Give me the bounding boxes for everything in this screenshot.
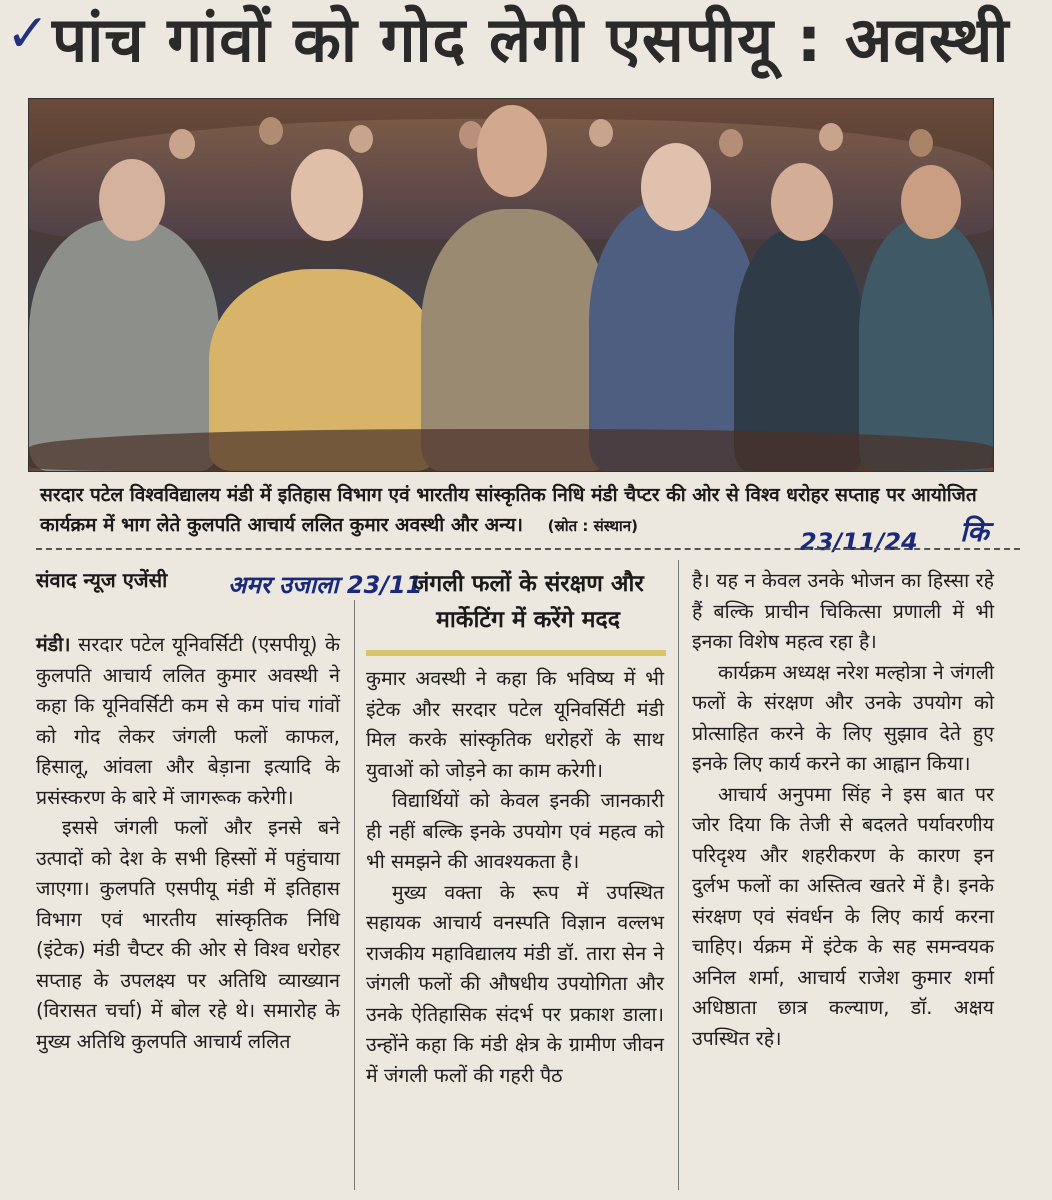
column-divider — [678, 560, 679, 1190]
article-paragraph — [692, 566, 994, 658]
article-column-2 — [366, 664, 664, 1091]
article-paragraph — [36, 813, 340, 1057]
headline-text: पांच गांवों को गोद लेगी एसपीयू : अवस्थी — [52, 3, 1010, 76]
dateline: मंडी। — [36, 633, 71, 656]
article-column-1 — [36, 630, 340, 1057]
article-paragraph — [36, 630, 340, 813]
subheadline: जंगली फलों के संरक्षण और मार्केटिंग में करेंगे मदद — [412, 571, 644, 633]
paragraph-text: इससे जंगली फलों और इनसे बने उत्पादों को देश के सभी हिस्सों में पहुंचाया जाएगा। कुलपति एसपीयू मंडी में इतिहास विभाग एवं भारतीय सांस्कृतिक निधि (इंटेक) मंडी चैप्टर की ओर से विश्व धरोहर सप्ताह के उपलक्ष्य पर अतिथि व्याख्यान (विरासत चर्चा) में बोल रहे थे। समारोह के मुख्य अतिथि कुलपति आचार्य ललित — [36, 816, 340, 1053]
news-photo — [28, 98, 994, 472]
handwritten-date: 23/11/24 — [800, 528, 918, 556]
byline: संवाद न्यूज एजेंसी — [36, 568, 168, 592]
headline — [0, 0, 1052, 88]
paragraph-text: कार्यक्रम अध्यक्ष नरेश मल्होत्रा ने जंगली फलों के संरक्षण और उनके उपयोग को प्रोत्साहित करने के लिए सुझाव देते हुए इनके लिए कार्य करने का आह्वान किया। — [692, 660, 994, 775]
section-divider — [36, 548, 1020, 550]
handwritten-initials: कि — [960, 515, 989, 548]
article-paragraph — [366, 878, 664, 1092]
article-paragraph — [692, 658, 994, 780]
paragraph-text: विद्यार्थियों को केवल इनकी जानकारी ही नहीं बल्कि इनके उपयोग एवं महत्व को भी समझने की आवश्यकता है। — [366, 789, 664, 873]
caption-text: सरदार पटेल विश्वविद्यालय मंडी में इतिहास विभाग एवं भारतीय सांस्कृतिक निधि मंडी चैप्टर की ओर से विश्व धरोहर सप्ताह पर आयोजित कार्यक्रम में भाग लेते कुलपति आचार्य ललित कुमार अवस्थी और अन्य। — [40, 484, 977, 536]
article-paragraph — [366, 664, 664, 786]
article-column-3 — [692, 566, 994, 1054]
paragraph-text: मुख्य वक्ता के रूप में उपस्थित सहायक आचार्य वनस्पति विज्ञान वल्लभ राजकीय महाविद्यालय मंडी डॉ. तारा सेन ने जंगली फलों की औषधीय उपयोगिता और उनके ऐतिहासिक संदर्भ पर प्रकाश डाला। उन्होंने कहा कि मंडी क्षेत्र के ग्रामीण जीवन में जंगली फलों की गहरी पैठ — [366, 880, 664, 1087]
article-paragraph — [692, 780, 994, 1055]
handwritten-paper-note: अमर उजाला 23/11 — [228, 571, 423, 599]
check-mark-icon: ✓ — [6, 4, 50, 64]
paragraph-text: सरदार पटेल यूनिवर्सिटी (एसपीयू) के कुलपति आचार्य ललित कुमार अवस्थी ने कहा कि यूनिवर्सिटी कम से कम पांच गांवों को गोद लेकर जंगली फलों काफल, हिसालू, आंवला और बेड़ाना इत्यादि के प्रसंस्करण के बारे में जागरूक करेगी। — [36, 633, 340, 809]
paragraph-text: कुमार अवस्थी ने कहा कि भविष्य में भी इंटेक और सरदार पटेल यूनिवर्सिटी मंडी मिल करके सांस्कृतिक धरोहरों के साथ युवाओं को जोड़ने का काम करेगी। — [366, 667, 664, 782]
subheadline-highlight — [366, 650, 666, 656]
column-divider — [354, 600, 355, 1190]
caption-source: (स्रोत : संस्थान) — [547, 517, 638, 535]
article-paragraph — [366, 786, 664, 878]
paragraph-text: है। यह न केवल उनके भोजन का हिस्सा रहे हैं बल्कि प्राचीन चिकित्सा प्रणाली में भी इनका विशेष महत्व रहा है। — [692, 569, 994, 653]
paragraph-text: आचार्य अनुपमा सिंह ने इस बात पर जोर दिया कि तेजी से बदलते पर्यावरणीय परिदृश्य और शहरीकरण के कारण इन दुर्लभ फलों का अस्तित्व खतरे में है। इनके संरक्षण एवं संवर्धन के लिए कार्य करना चाहिए। र्यक्रम में इंटेक के सह समन्वयक अनिल शर्मा, आचार्य राजेश कुमार शर्मा अधिष्ठाता छात्र कल्याण, डॉ. अक्षय उपस्थित रहे। — [692, 782, 994, 1050]
